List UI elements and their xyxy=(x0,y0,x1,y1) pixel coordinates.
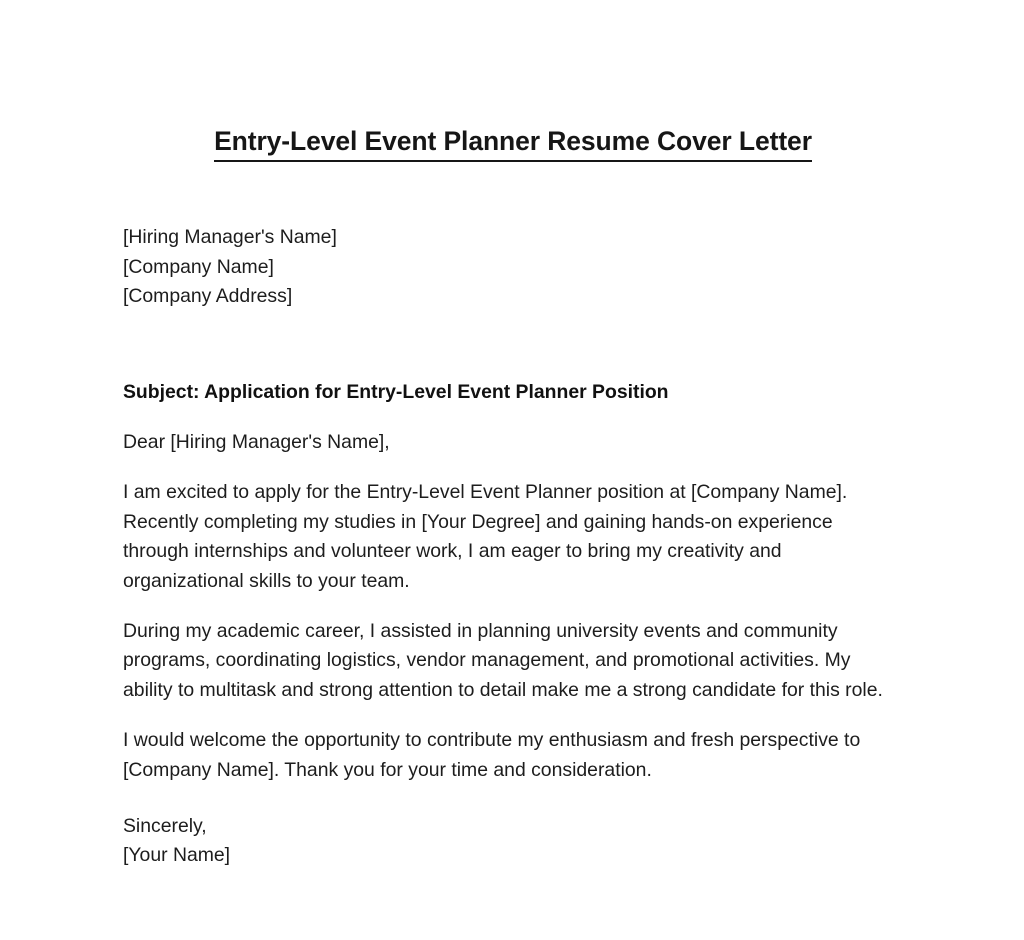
letter-body xyxy=(123,0,903,871)
valediction: Sincerely, xyxy=(123,814,207,837)
recipient-address-line: [Company Address] xyxy=(123,285,293,308)
recipient-address-block xyxy=(123,223,903,311)
recipient-company-line: [Company Name] xyxy=(123,255,274,278)
body-paragraph-3: I would welcome the opportunity to contribute my enthusiasm and fresh perspective to [Company Name]. Thank you for your time and consideration. xyxy=(123,729,861,781)
subject-line: Subject: Application for Entry-Level Event Planner Position xyxy=(123,381,669,404)
body-paragraph-2: During my academic career, I assisted in planning university events and community programs, coordinating logistics, vendor management, and promotional activities. My ability to multitask and strong attention to detail make me a strong candidate for this role. xyxy=(123,619,883,701)
closing-block xyxy=(123,812,903,871)
salutation: Dear [Hiring Manager's Name], xyxy=(123,430,390,453)
signature-name: [Your Name] xyxy=(123,844,231,867)
recipient-name-line: [Hiring Manager's Name] xyxy=(123,226,337,249)
body-paragraph-1: I am excited to apply for the Entry-Level Event Planner position at [Company Name]. Recently completing my studies in [Your Degree] and gaining hands-on experience through internships and volunteer work, I am eager to bring my creativity and organizational skills to your team. xyxy=(123,481,848,592)
page-title-text: Entry-Level Event Planner Resume Cover Letter xyxy=(214,126,812,162)
page-title xyxy=(123,0,903,162)
